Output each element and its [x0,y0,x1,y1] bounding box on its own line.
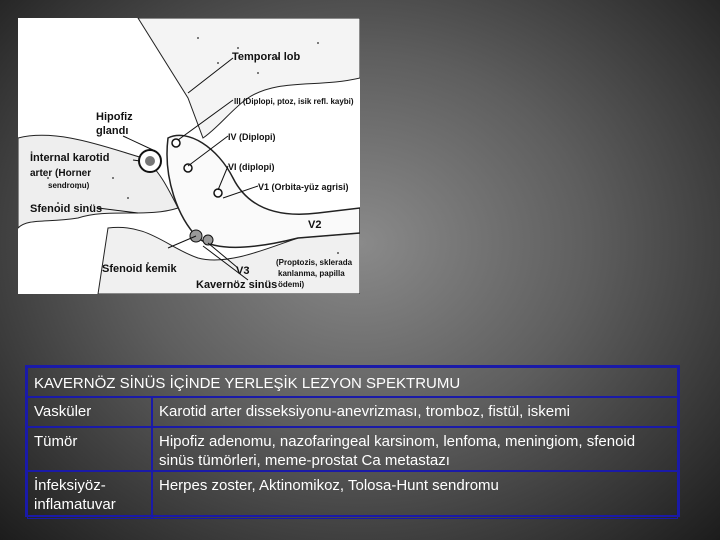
cavernous-sinus-illustration [18,18,360,294]
label-hipofiz-2: glandı [96,125,129,137]
table-cell-category: Tümör [27,427,152,471]
anatomy-diagram [18,18,360,294]
label-v3: V3 [236,265,250,277]
label-sfenoid-kemik: Sfenoid kemik [102,263,177,275]
label-sfenoid-sinus: Sfenoid sinüs [30,203,103,215]
table-cell-description: Karotid arter disseksiyonu-anevrizması, tromboz, fistül, iskemi [152,397,678,427]
label-nerve-iii: III (Diplopi, ptoz, isik refl. kaybi) [234,97,354,106]
table-cell-description: Hipofiz adenomu, nazofaringeal karsinom, lenfoma, meningiom, sfenoid sinüs tümörleri, meme-prostat Ca metastazı [152,427,678,471]
label-internal-karotid-1: İnternal karotid [30,152,110,164]
label-hipofiz-1: Hipofiz [96,111,133,123]
table-cell-description: Herpes zoster, Aktinomikoz, Tolosa-Hunt sendromu [152,471,678,519]
label-proptozis-1: (Proptozis, sklerada [276,258,353,267]
label-nerve-vi: VI (diplopi) [228,162,275,172]
label-nerve-v1: V1 (Orbita-yüz agrisi) [258,182,349,192]
label-internal-karotid-3: sendromu) [48,181,90,190]
table-cell-category: İnfeksiyöz-inflamatuvar [27,471,152,519]
lesion-spectrum-table [25,365,680,517]
table-header: KAVERNÖZ SİNÜS İÇİNDE YERLEŞİK LEZYON SPEKTRUMU [27,367,678,397]
label-v2: V2 [308,219,322,231]
label-proptozis-3: ödemi) [278,280,305,289]
label-temporal-lob: Temporal lob [232,51,301,63]
label-internal-karotid-2: arter (Horner [30,168,92,179]
label-nerve-iv: IV (Diplopi) [228,132,276,142]
label-proptozis-2: kanlanma, papilla [278,269,345,278]
table-cell-category: Vasküler [27,397,152,427]
label-kavernoz-sinus: Kavernöz sinüs [196,279,278,291]
